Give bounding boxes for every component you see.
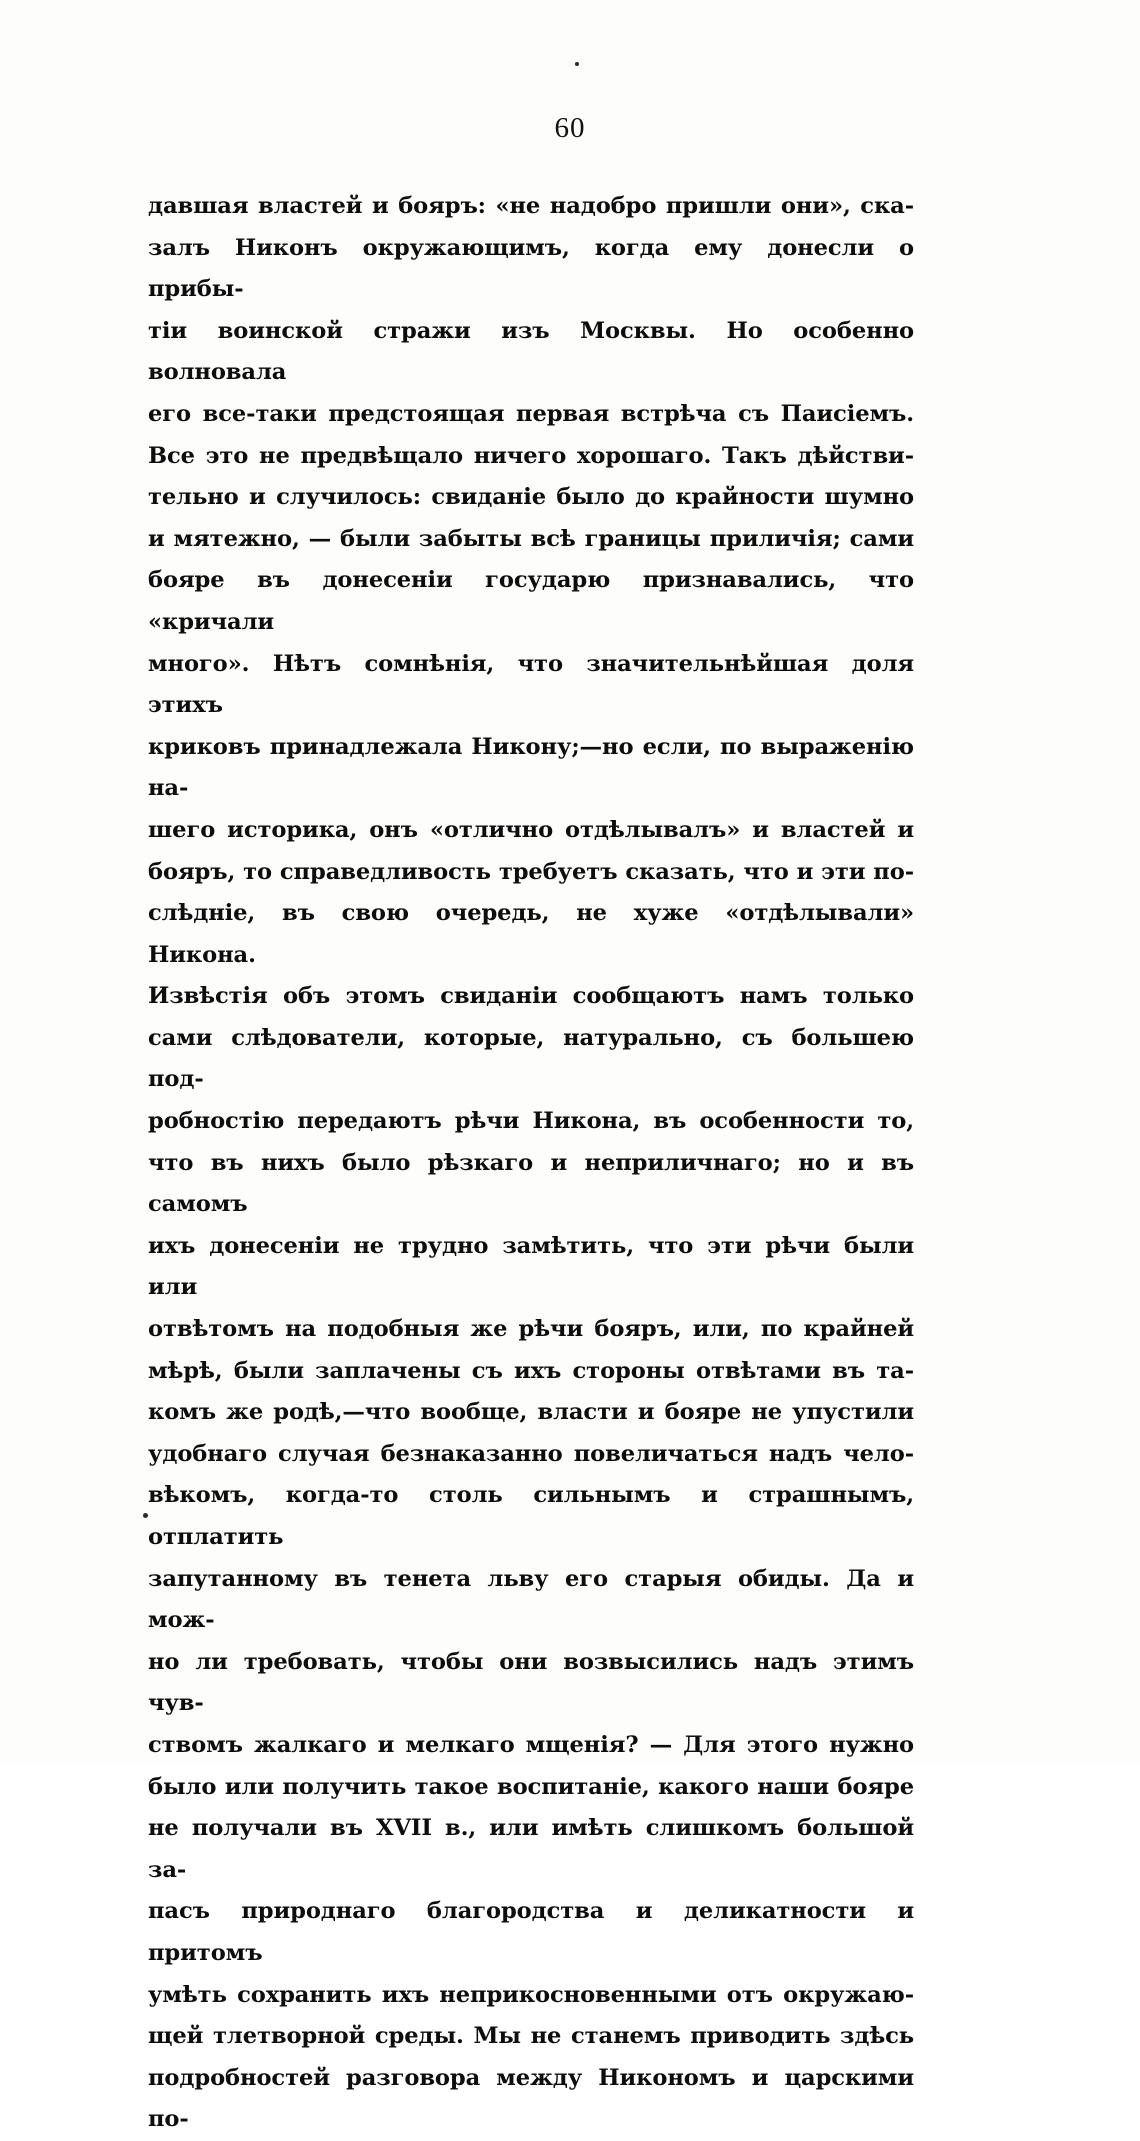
- text-line: робностію передаютъ рѣчи Никона, въ особенности то,: [148, 1108, 914, 1135]
- text-line: и мятежно, — были забыты всѣ границы приличія; сами: [148, 525, 914, 552]
- text-line: отвѣтомъ на подобныя же рѣчи бояръ, или, по крайней: [148, 1316, 914, 1343]
- text-line: щей тлетворной среды. Мы не станемъ приводить здѣсь: [148, 2023, 914, 2050]
- text-line: слѣдніе, въ свою очередь, не хуже «отдѣлывали» Никона.: [148, 900, 914, 968]
- text-line: давшая властей и бояръ: «не надобро пришли они», ска-: [148, 193, 914, 219]
- text-line: его все-таки предстоящая первая встрѣча съ Паисіемъ.: [148, 400, 914, 427]
- text-line: но ли требовать, чтобы они возвысились надъ этимъ чув-: [148, 1648, 914, 1717]
- text-line: вѣкомъ, когда-то столь сильнымъ и страшнымъ, отплатить: [148, 1482, 914, 1550]
- text-line: Извѣстія объ этомъ свиданіи сообщаютъ намъ только: [148, 983, 914, 1010]
- text-line: много». Нѣтъ сомнѣнія, что значительнѣйшая доля этихъ: [148, 650, 914, 719]
- text-line: не получали въ XVII в., или имѣть слишкомъ большой за-: [148, 1815, 914, 1883]
- text-line: было или получить такое воспитаніе, какого наши бояре: [148, 1773, 914, 1800]
- text-line: умѣть сохранить ихъ неприкосновенными отъ окружаю-: [148, 1981, 914, 2008]
- bottom-printers-mark: [143, 1513, 148, 1518]
- text-line: мѣрѣ, были заплачены съ ихъ стороны отвѣтами въ та-: [148, 1357, 914, 1384]
- text-line: тельно и случилось: свиданіе было до крайности шумно: [148, 484, 914, 511]
- text-line: комъ же родѣ,—что вообще, власти и бояре не упустили: [148, 1399, 914, 1426]
- text-line: бояръ, то справедливость требуетъ сказать, что и эти по-: [148, 858, 914, 885]
- text-line: запутанному въ тенета льву его старыя обиды. Да и мож-: [148, 1565, 914, 1634]
- text-line: что въ нихъ было рѣзкаго и неприличнаго; но и въ самомъ: [148, 1149, 914, 1218]
- text-line: удобнаго случая безнаказанно повеличаться надъ чело-: [148, 1440, 914, 1467]
- text-line: криковъ принадлежала Никону;—но если, по выраженію на-: [148, 733, 914, 802]
- page-number: 60: [554, 112, 586, 144]
- text-line: подробностей разговора между Никономъ и царскими по-: [148, 2064, 914, 2133]
- text-line: тіи воинской стражи изъ Москвы. Но особенно волновала: [148, 317, 914, 386]
- body-text: [148, 186, 914, 2141]
- text-line: ихъ донесеніи не трудно замѣтить, что эти рѣчи были или: [148, 1232, 914, 1301]
- top-printers-mark: [575, 62, 579, 66]
- text-line: шего историка, онъ «отлично отдѣлывалъ» и властей и: [148, 816, 914, 843]
- text-line: сами слѣдователи, которые, натурально, съ большею под-: [148, 1024, 914, 1093]
- text-line: пасъ природнаго благородства и деликатности и притомъ: [148, 1898, 914, 1966]
- text-line: ствомъ жалкаго и мелкаго мщенія? — Для этого нужно: [148, 1731, 914, 1758]
- text-line: залъ Никонъ окружающимъ, когда ему донесли о прибы-: [148, 234, 914, 303]
- text-line: Все это не предвѣщало ничего хорошаго. Такъ дѣйстви-: [148, 442, 914, 469]
- text-line: бояре въ донесеніи государю признавались, что «кричали: [148, 567, 914, 635]
